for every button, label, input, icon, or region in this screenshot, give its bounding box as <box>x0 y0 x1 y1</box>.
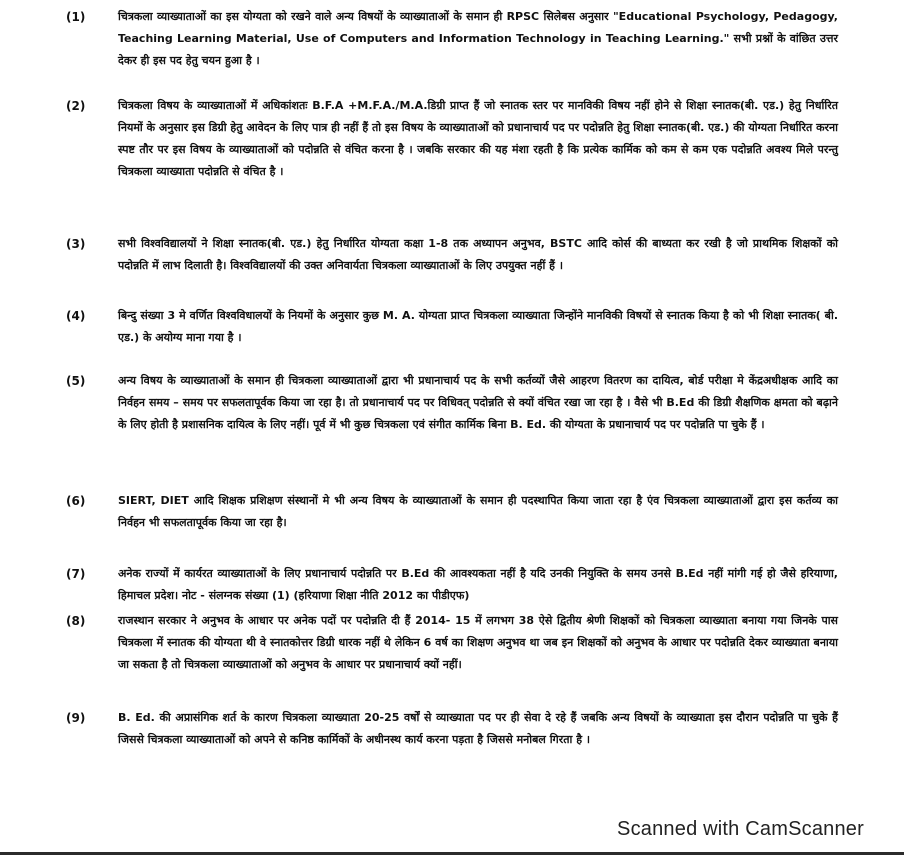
point-text: अनेक राज्यों में कार्यरत व्याख्याताओं के लिए प्रधानाचार्य पदोन्नति पर B.Ed की आवश्यकता नहीं है यदि उनकी नियुक्ति के समय उनसे B.Ed नहीं मांगी गई हो जैसे हरियाणा, हिमाचल प्रदेश। नोट - संलग्नक संख्या (1) (हरियाणा शिक्षा नीति 2012 का पीडीएफ) <box>118 567 838 602</box>
point-text: SIERT, DIET आदि शिक्षक प्रशिक्षण संस्थानों मे भी अन्य विषय के व्याख्याताओं के समान ही पदस्थापित किया जाता रहा है एंव चित्रकला व्याख्याताओं द्वारा इस कर्तव्य का निर्वहन भी सफलतापूर्वक किया जा रहा है। <box>118 494 838 529</box>
point-number: (4) <box>66 309 86 323</box>
point-number: (5) <box>66 374 86 388</box>
point-number: (7) <box>66 567 86 581</box>
point-number: (6) <box>66 494 86 508</box>
point-text: चित्रकला व्याख्याताओं का इस योग्यता को रखने वाले अन्य विषयों के व्याख्याताओं के समान ही RPSC सिलेबस अनुसार "Educational Psychology, Pedagogy, Teaching Learning Material, Use of Computers and Information Technology in Teaching Learning." सभी प्रश्नों के वांछित उत्तर देकर ही इस पद हेतु चयन हुआ है । <box>118 10 838 67</box>
point-text: बिन्दु संख्या 3 मे वर्णित विश्वविधालयों के नियमों के अनुसार कुछ M. A. योग्यता प्राप्त चित्रकला व्याख्याता जिन्होंने मानविकी विषयों से स्नातक किया है को भी शिक्षा स्नातक( बी. एड.) के अयोग्य माना गया है । <box>118 309 838 344</box>
point-number: (2) <box>66 99 86 113</box>
point-text: चित्रकला विषय के व्याख्याताओं में अधिकांशतः B.F.A +M.F.A./M.A.डिग्री प्राप्त हैं जो स्नातक स्तर पर मानविकी विषय नहीं होने से शिक्षा स्नातक(बी. एड.) हेतु निर्धारित नियमों के अनुसार इस डिग्री हेतु आवेदन के लिए पात्र ही नहीं हैं तो इस विषय के व्याख्याताओं को प्रधानाचार्य पद पर पदोन्नति हेतु शिक्षा स्नातक(बी. एड.) की योग्यता निर्धारित करना स्पष्ट तौर पर इस विषय के व्याख्याताओं को पदोन्नति से वंचित करना है । जबकि सरकार की यह मंशा रहती है कि प्रत्येक कार्मिक को कम से कम एक पदोन्नति अवश्य मिले परन्तु चित्रकला व्याख्याता पदोन्नति से वंचित है । <box>118 99 838 178</box>
point-text: राजस्थान सरकार ने अनुभव के आधार पर अनेक पदों पर पदोन्नति दी हैं 2014- 15 में लगभग 38 ऐसे द्वितीय श्रेणी शिक्षकों को चित्रकला व्याख्याता बनाया गया जिनके पास चित्रकला में स्नातक की योग्यता थी वे स्नातकोत्तर डिग्री धारक नहीं थे लेकिन 6 वर्ष का शिक्षण अनुभव था जब इन शिक्षकों को अनुभव के आधार पर पदोन्नति देकर व्याख्याता बनाया जा सकता है तो चित्रकला व्याख्याताओं को अनुभव के आधार पर प्रधानाचार्य क्यों नहीं। <box>118 614 838 671</box>
camscanner-watermark: Scanned with CamScanner <box>617 818 864 840</box>
point-text: सभी विश्वविद्यालयों ने शिक्षा स्नातक(बी. एड.) हेतु निर्धारित योग्यता कक्षा 1-8 तक अध्यापन अनुभव, BSTC आदि कोर्स की बाध्यता कर रखी है जो प्राथमिक शिक्षकों को पदोन्नति में लाभ दिलाती है। विश्वविद्यालयों की उक्त अनिवार्यता चित्रकला व्याख्याताओं के लिए उपयुक्त नहीं हैं । <box>118 237 838 272</box>
point-number: (1) <box>66 10 86 24</box>
point-text: अन्य विषय के व्याख्याताओं के समान ही चित्रकला व्याख्याताओं द्वारा भी प्रधानाचार्य पद के सभी कर्तव्यों जैसे आहरण वितरण का दायित्व, बोर्ड परीक्षा मे केंद्रअधीक्षक आदि का निर्वहन समय – समय पर सफलतापूर्वक किया जा रहा है। तो प्रधानाचार्य पद पर विधिवत् पदोन्नति से क्यों वंचित रखा जा रहा है । वैसे भी B.Ed की डिग्री शैक्षणिक क्षमता को बढ़ाने के लिए होती है प्रशासनिक दायित्व के लिए नहीं। पूर्व में भी कुछ चित्रकला एवं संगीत कार्मिक बिना B. Ed. की योग्यता के प्रधानाचार्य पद पर पदोन्नति पा चुके हैं । <box>118 374 838 431</box>
point-number: (8) <box>66 614 86 628</box>
bottom-border <box>0 852 904 855</box>
point-number: (9) <box>66 711 86 725</box>
point-number: (3) <box>66 237 86 251</box>
point-text: B. Ed. की अप्रासंगिक शर्त के कारण चित्रकला व्याख्याता 20-25 वर्षों से व्याख्याता पद पर ही सेवा दे रहे हैं जबकि अन्य विषयों के व्याख्याता इस दौरान पदोन्नति पा चुके हैं जिससे चित्रकला व्याख्याताओं को अपने से कनिष्ठ कार्मिकों के अधीनस्थ कार्य करना पड़ता है जिससे मनोबल गिरता है । <box>118 711 838 746</box>
